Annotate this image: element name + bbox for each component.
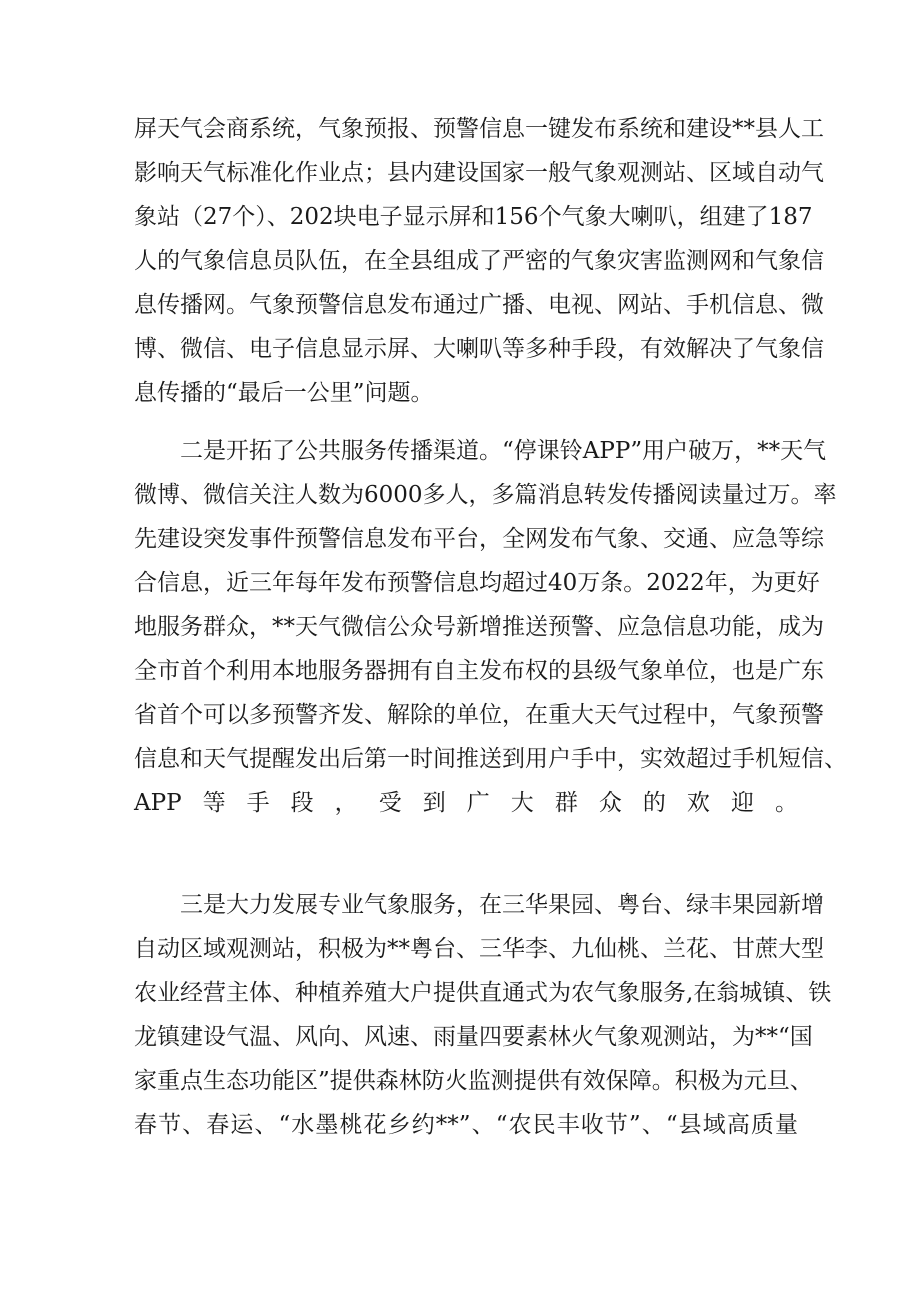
text-line: APP等手段，受到广大群众的欢迎。 — [134, 790, 798, 816]
paragraph-spacer — [134, 869, 798, 883]
text-line: 先建设突发事件预警信息发布平台，全网发布气象、交通、应急等综 — [134, 526, 824, 552]
body-text — [134, 107, 847, 1147]
paragraph-spacer — [134, 415, 798, 429]
text-line: 二是开拓了公共服务传播渠道。“停课铃APP”用户破万，**天气 — [180, 438, 827, 464]
paragraph-1 — [134, 107, 824, 415]
text-line: 地服务群众，**天气微信公众号新增推送预警、应急信息功能，成为 — [134, 614, 824, 640]
text-line: 屏天气会商系统，气象预报、预警信息一键发布系统和建设**县人工 — [134, 116, 824, 142]
text-line: 影响天气标准化作业点；县内建设国家一般气象观测站、区域自动气 — [134, 160, 824, 186]
text-line: 信息和天气提醒发出后第一时间推送到用户手中，实效超过手机短信、 — [134, 746, 847, 772]
text-line: 息传播的“最后一公里”问题。 — [134, 380, 434, 406]
text-line: 息传播网。气象预警信息发布通过广播、电视、网站、手机信息、微 — [134, 292, 824, 318]
text-line: 象站（27个）、202块电子显示屏和156个气象大喇叭，组建了187 — [134, 204, 813, 230]
paragraph-2 — [134, 429, 847, 869]
text-line: 人的气象信息员队伍，在全县组成了严密的气象灾害监测网和气象信 — [134, 248, 824, 274]
text-line: 农业经营主体、种植养殖大户提供直通式为农气象服务,在翁城镇、铁 — [134, 980, 832, 1006]
text-line: 省首个可以多预警齐发、解除的单位，在重大天气过程中，气象预警 — [134, 702, 824, 728]
text-line: 龙镇建设气温、风向、风速、雨量四要素林火气象观测站，为**“国 — [134, 1024, 813, 1050]
text-line: 合信息，近三年每年发布预警信息均超过40万条。2022年，为更好 — [134, 570, 820, 596]
text-line: 家重点生态功能区”提供森林防火监测提供有效保障。积极为元旦、 — [134, 1068, 813, 1094]
text-line: 三是大力发展专业气象服务，在三华果园、粤台、绿丰果园新增 — [180, 892, 824, 918]
text-line: 全市首个利用本地服务器拥有自主发布权的县级气象单位，也是广东 — [134, 658, 824, 684]
text-line: 春节、春运、“水墨桃花乡约**”、“农民丰收节”、“县域高质量 — [134, 1112, 798, 1138]
paragraph-3 — [134, 883, 832, 1147]
text-line: 自动区域观测站，积极为**粤台、三华李、九仙桃、兰花、甘蔗大型 — [134, 936, 824, 962]
text-line: 博、微信、电子信息显示屏、大喇叭等多种手段，有效解决了气象信 — [134, 336, 824, 362]
text-line: 微博、微信关注人数为6000多人，多篇消息转发传播阅读量过万。率 — [134, 482, 837, 508]
text-line — [134, 825, 798, 869]
